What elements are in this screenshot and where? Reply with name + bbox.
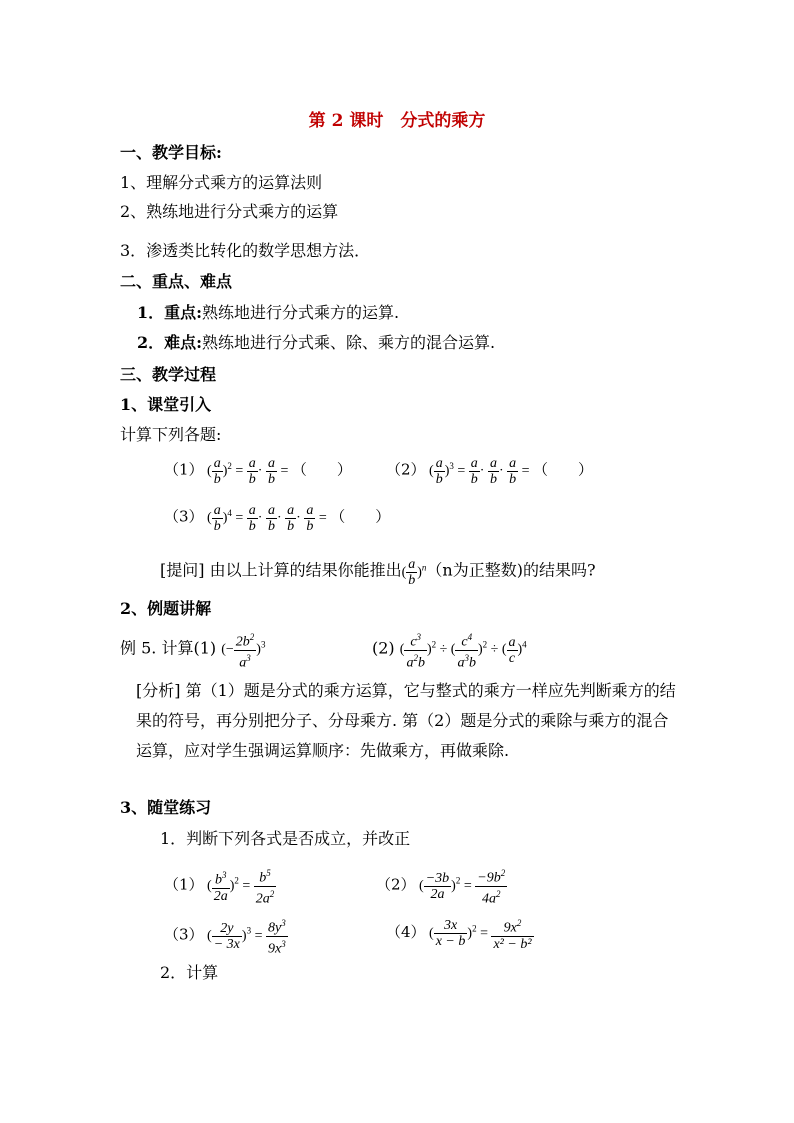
practice-item-3: （3） ( $\frac{2y}{- 3x}$ )$^3$ = $\frac{8y^3}{9x^3}$ [164, 918, 286, 957]
key-label: 1．重点: [137, 303, 203, 322]
diff-text: 熟练地进行分式乘、除、乘方的混合运算. [202, 333, 496, 352]
question-1: （1） ( $\frac{a}{b}$ )$^2$ = $\frac{a}{b}$ · $\frac{a}{b}$ = （ ） [164, 456, 352, 487]
question-prompt: [提问] 由以上计算的结果你能推出( $\frac{a}{b}$ )$^n$（n为正整数)的结果吗? [160, 556, 596, 588]
example-5: 例 5. 计算(1) (− $\frac{2b^2}{a^3}$ )$^3$ [120, 632, 266, 671]
practice-2: 2．计算 [160, 963, 219, 982]
goal-3: 3．渗透类比转化的数学思想方法． [120, 241, 371, 260]
intro-prompt: 计算下列各题: [120, 425, 222, 444]
goals-heading: 一、教学目标: [120, 143, 222, 162]
goal-2: 2、熟练地进行分式乘方的运算 [120, 202, 339, 221]
key-text: 熟练地进行分式乘方的运算. [202, 303, 400, 322]
practice-item-2: （2） ( $\frac{-3b}{2a}$ )$^2$ = $\frac{-9b^2}{4a^2}$ [376, 868, 506, 907]
practice-1: 1．判断下列各式是否成立，并改正 [160, 829, 411, 848]
diff-label: 2．难点: [137, 333, 203, 352]
key-point [137, 302, 399, 324]
analysis-paragraph: [分析] 第（1）题是分式的乘方运算，它与整式的乘方一样应先判断乘方的结果的符号，再分别把分子、分母乘方. 第（2）题是分式的乘除与乘方的混合运算，应对学生强调运算顺序：先做乘方，再做乘除. [136, 681, 676, 760]
practice-item-4: （4） ( $\frac{3x}{x - b}$ )$^2$ = $\frac{9x^2}{\text{x² − b²}}$ [386, 918, 532, 952]
question-3: （3） ( $\frac{a}{b}$ )$^4$ = $\frac{a}{b}$ · $\frac{a}{b}$ · $\frac{a}{b}$ · $\frac{a}{b}$ = （ ） [164, 503, 391, 534]
goal-1: 1、理解分式乘方的运算法则 [120, 173, 323, 192]
intro-heading: 1、课堂引入 [120, 395, 212, 414]
key-heading: 二、重点、难点 [120, 272, 233, 291]
difficult-point [137, 332, 495, 354]
page-title: 第 2 课时 分式的乘方 [308, 111, 486, 131]
example-5-part-2: (2) ( $\frac{c^3}{a^2b}$ )$^2$ ÷ ( $\frac{c^4}{a^3b}$ )$^2$ ÷ ( $\frac{a}{c}$ )$^4$ [372, 632, 527, 671]
process-heading: 三、教学过程 [120, 365, 217, 384]
practice-item-1: （1） ( $\frac{b^3}{2a}$ )$^2$ = $\frac{b^5}{2a^2}$ [164, 868, 275, 907]
practice-heading: 3、随堂练习 [120, 798, 212, 817]
example-heading: 2、例题讲解 [120, 599, 212, 618]
question-2: （2） ( $\frac{a}{b}$ )$^3$ = $\frac{a}{b}$ · $\frac{a}{b}$ · $\frac{a}{b}$ = （ ） [386, 456, 594, 487]
